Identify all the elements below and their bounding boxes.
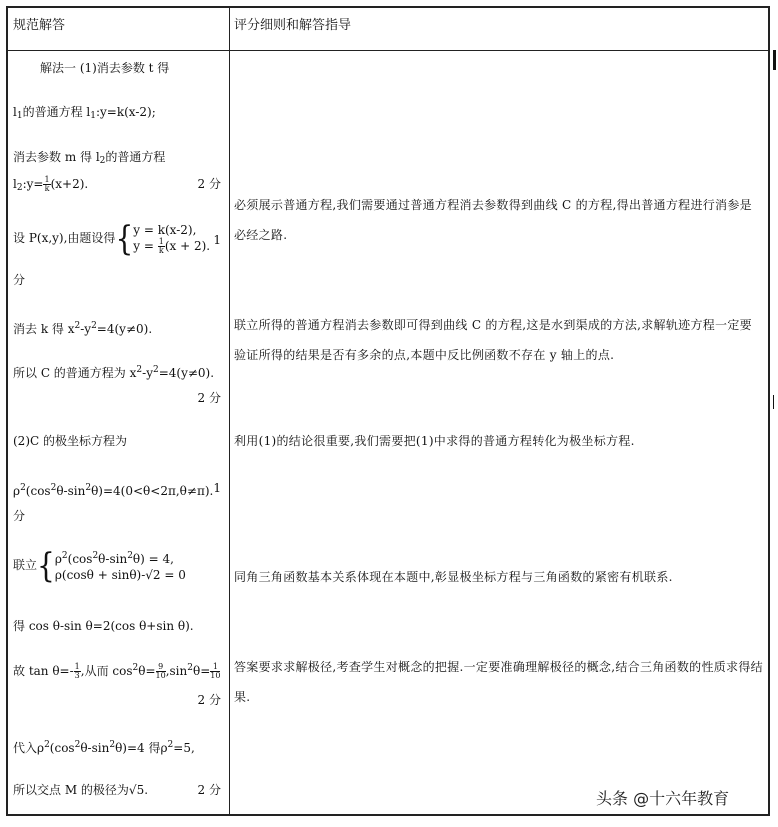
guide-paragraph-1: 必须展示普通方程,我们需要通过普通方程消去参数得到曲线 C 的方程,得出普通方程进行消参是必经之路. [234,198,752,242]
solution-line-9: $\rho^2(\cos^2\theta-\sin^2\theta)=4(0<\theta<2\pi,\theta\ne\pi)$. 1 [13,481,221,498]
solution-line-10: 联立{ $\rho^2(\cos^2\theta-\sin^2\theta) = 4$, ρ(cosθ + sinθ)-√2 = 0 [13,545,186,585]
edge-mark [773,50,776,70]
solution-line-7: 所以 C 的普通方程为 $x^2-y^2=4(y\ne 0)$. [13,365,215,380]
solution-line-12: 故 tan θ=- $\frac{1}{3}$ ,从而 $\cos^2\theta=$ $\frac{9}{10}$ $,\sin^2\theta=$ $\frac{1}{10}$ [13,662,221,680]
guide-paragraph-5: 答案要求求解极径,考查学生对概念的把握.一定要准确理解极径的概念,结合三角函数的性质求得结果. [234,660,763,704]
solution-line-9-score: 分 [13,509,26,523]
solution-line-14: 所以交点 M 的极径为√5. 2 分 [13,783,221,797]
solution-line-6: 消去 k 得 $x^2-y^2=4(y\ne 0)$. [13,321,153,336]
solution-line-5: 设 P(x,y),由题设得{ y = k(x-2), y = $\frac{1}{k}$ (x + 2). 1 [13,218,221,258]
solution-line-1: 解法一 (1)消去参数 t 得 [40,61,170,75]
header-divider [8,50,768,51]
header-standard-solution: 规范解答 [13,18,66,33]
guide-paragraph-4: 同角三角函数基本关系体现在本题中,彰显极坐标方程与三角函数的紧密有机联系. [234,570,673,584]
guide-paragraph-3: 利用(1)的结论很重要,我们需要把(1)中求得的普通方程转化为极坐标方程. [234,434,635,448]
solution-line-2: $l_1$的普通方程 $l_1:y=k(x-2)$; [13,105,156,121]
solution-table: 规范解答 评分细则和解答指导 解法一 (1)消去参数 t 得 $l_1$的普通方程 $l_1:y=k(x-2)$; 消去参数 m 得 $l_2$的普通方程 $l_2:y=$ $\frac{1}{k}$ (x+2). 2 分 设 P(x,y),由题设得{ y = k(x-2), y = $\frac{1}{k}$ (x + 2). 1 分 消去 k 得 $x^2-y^2=4(y\ne 0)$. 所以 C 的普通方程为 $x^2-y^2=4(y\ne 0)$. 2 分 (2)C 的极坐标方程为 $\rho^2(\cos^2\theta-\sin^2\theta)=4(0<\theta<2\pi,\theta\ne\pi)$. 1 分 联立{ $\rho^2(\cos^2\theta-\sin^2\theta) = 4$, ρ(cosθ + sinθ)-√2 = 0 得 cos θ-sin θ=2(cos θ+sin θ). 故 tan θ=- $\frac{1}{3}$ ,从而 $\cos^2\theta=$ $\frac{9}{10}$ $,\sin^2\theta=$ $\frac{1}{10}$ 2 分 代入$\rho^2(\cos^2\theta-\sin^2\theta)=4$ 得$\rho^2=5$, 所以交点 M 的极径为√5. 2 分 必须展示普通方程,我们需要通过普通方程消去参数得到曲线 C 的方程,得出普通方程进行消参是必经之路. 联立所得的普通方程消去参数即可得到曲线 C 的方程,这是水到渠成的方法,求解轨迹方程一定要验证所得的结果是否有多余的点,本题中反比例函数不存在 y 轴上的点. 利用(1)的结论很重要,我们需要把(1)中求得的普通方程转化为极坐标方程. 同角三角函数基本关系体现在本题中,彰显极坐标方程与三角函数的紧密有机联系. 答案要求求解极径,考查学生对概念的把握.一定要准确理解极径的概念,结合三角函数的性质求得结果. [6,6,770,816]
score-2-points: 2 分 [197,177,221,191]
score-1-point: 1 [213,233,221,247]
guide-paragraph-2: 联立所得的普通方程消去参数即可得到曲线 C 的方程,这是水到渠成的方法,求解轨迹方程一定要验证所得的结果是否有多余的点,本题中反比例函数不存在 y 轴上的点. [234,318,752,362]
edge-mark [773,395,774,409]
solution-line-4: $l_2:y=$ $\frac{1}{k}$ (x+2). 2 分 [13,175,221,193]
solution-line-8: (2)C 的极坐标方程为 [13,434,127,448]
solution-line-3: 消去参数 m 得 $l_2$的普通方程 [13,150,166,166]
watermark: 头条 @十六年教育 [596,789,730,808]
solution-line-11: 得 cos θ-sin θ=2(cos θ+sin θ). [13,619,194,633]
solution-line-13: 代入$\rho^2(\cos^2\theta-\sin^2\theta)=4$ 得$\rho^2=5$, [13,740,195,755]
header-grading-guide: 评分细则和解答指导 [234,18,352,33]
column-divider [229,8,230,814]
solution-line-5-score: 分 [13,273,26,287]
